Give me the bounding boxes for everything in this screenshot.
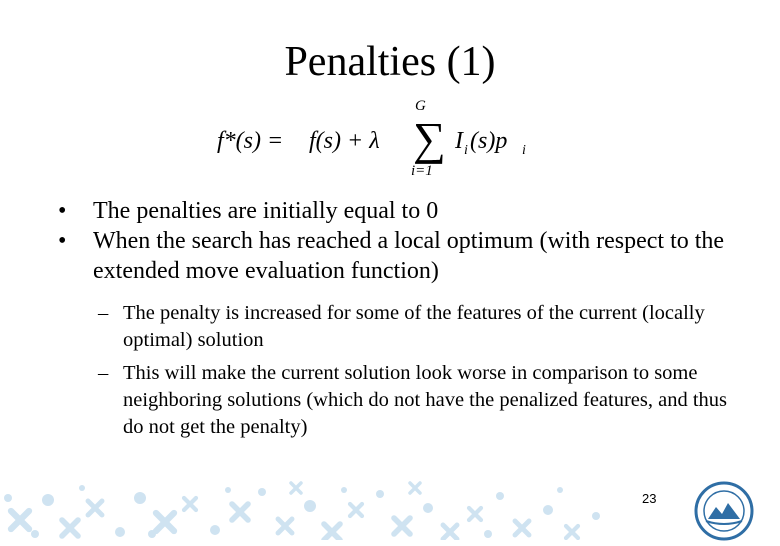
decorative-cross — [232, 504, 248, 520]
decorative-dot — [42, 494, 54, 506]
decorative-cross — [410, 483, 420, 493]
decorative-dot — [423, 503, 433, 513]
formula-p-sub: i — [522, 143, 526, 158]
formula-sum-lower: i=1 — [411, 163, 433, 179]
formula-term2-sub: i — [464, 143, 468, 158]
sub-bullet-item — [98, 300, 738, 354]
bullet-list — [58, 196, 738, 447]
sub-bullet-list — [58, 300, 738, 441]
decorative-dot — [304, 500, 316, 512]
sub-bullet-item — [98, 360, 738, 441]
decorative-cross — [515, 521, 529, 535]
decorative-dot — [4, 494, 12, 502]
decorative-dot — [31, 530, 39, 538]
formula-sigma: ∑ — [413, 113, 446, 164]
formula-term1: f(s) + λ — [309, 128, 380, 154]
decorative-dot — [258, 488, 266, 496]
sub-bullet-marker: – — [98, 362, 109, 384]
bullet-text: The penalties are initially equal to 0 — [93, 198, 439, 224]
decorative-dot — [341, 487, 347, 493]
decorative-dot — [557, 487, 563, 493]
formula-lhs: f*(s) = — [217, 128, 284, 154]
decorative-dot — [376, 490, 384, 498]
sub-bullet-text: This will make the current solution look worse in comparison to some neighboring solutions (which do not have the penalized features, and thus do not get the penalty) — [123, 362, 728, 438]
slide-title: Penalties (1) — [284, 39, 496, 85]
sub-bullet-marker: – — [98, 302, 109, 324]
decorative-dot — [79, 485, 85, 491]
decorative-cross — [394, 518, 410, 534]
formula-sum-upper: G — [415, 98, 426, 114]
formula-term2-rest: (s)p — [470, 128, 508, 154]
decorative-dot — [134, 492, 146, 504]
decorative-cross — [62, 520, 78, 536]
decorative-cross — [88, 501, 102, 515]
decorative-pattern — [0, 470, 680, 540]
decorative-dot — [115, 527, 125, 537]
decorative-dot — [592, 512, 600, 520]
decorative-cross — [291, 483, 301, 493]
formula-term2: I — [455, 128, 463, 154]
page-number: 23 — [642, 491, 657, 506]
decorative-dot — [496, 492, 504, 500]
decorative-cross — [469, 508, 481, 520]
college-seal-logo-icon — [694, 481, 754, 541]
bullet-text: When the search has reached a local optimum (with respect to the extended move evaluation function) — [93, 228, 725, 284]
bullet-marker: • — [58, 198, 67, 224]
decorative-dot — [210, 525, 220, 535]
decorative-cross — [350, 504, 362, 516]
penalty-formula — [215, 96, 535, 180]
decorative-dot — [225, 487, 231, 493]
decorative-cross — [566, 526, 578, 538]
decorative-dot — [148, 530, 156, 538]
decorative-cross — [11, 511, 29, 529]
decorative-cross — [278, 519, 292, 533]
decorative-cross — [443, 525, 457, 539]
decorative-cross — [156, 513, 174, 531]
bullet-item — [58, 226, 738, 286]
decorative-cross — [184, 498, 196, 510]
bullet-item — [58, 196, 738, 226]
sub-bullet-text: The penalty is increased for some of the features of the current (locally optimal) solution — [123, 302, 705, 351]
decorative-cross — [324, 524, 340, 540]
bullet-marker: • — [58, 228, 67, 254]
decorative-dot — [543, 505, 553, 515]
decorative-dot — [484, 530, 492, 538]
